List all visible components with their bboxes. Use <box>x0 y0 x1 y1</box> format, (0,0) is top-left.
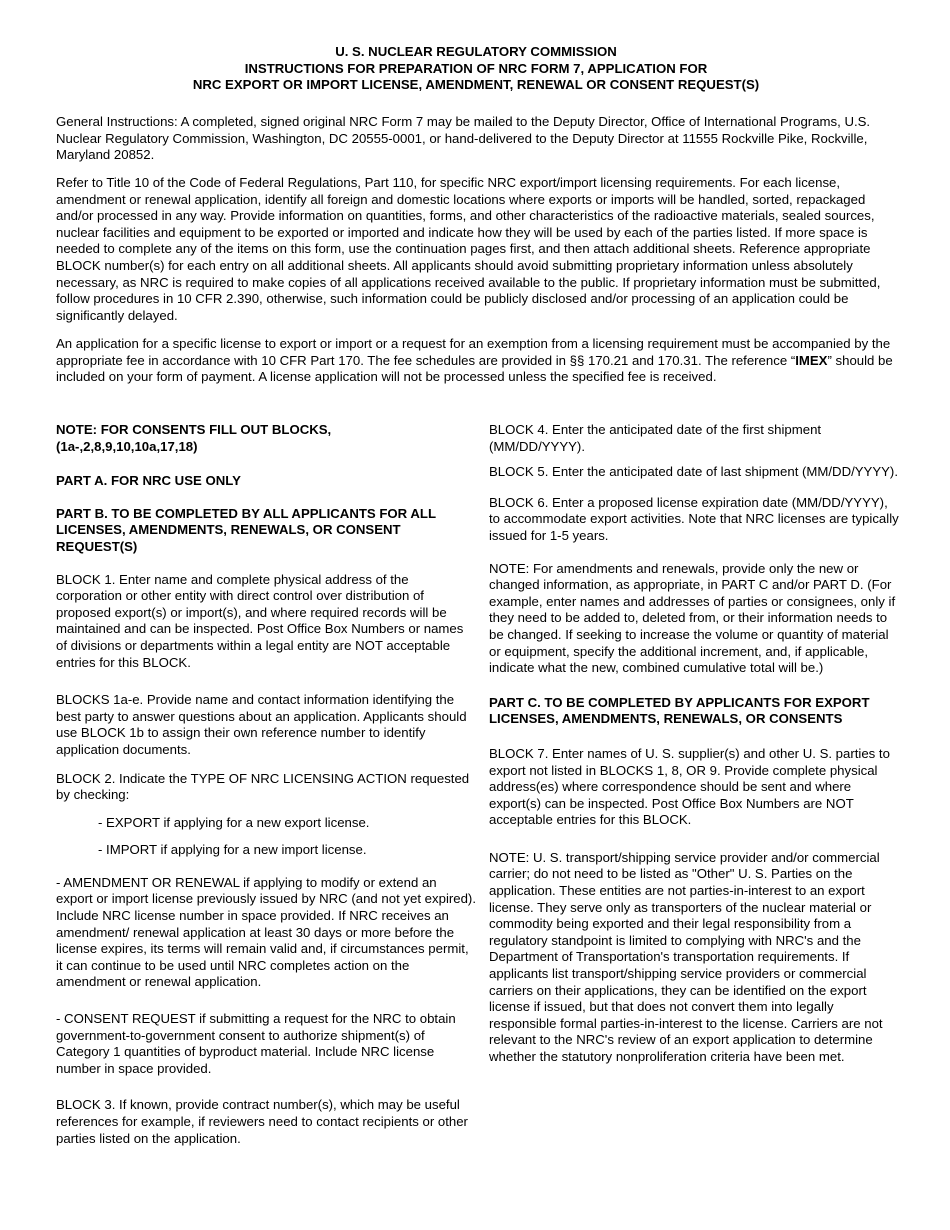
cfr-reference-paragraph: Refer to Title 10 of the Code of Federal Regulations, Part 110, for specific NRC export/import licensing requirements. For each license, amendment or renewal application, identify all foreign and domestic locations where exports or imports will be handled, sorted, repackaged and/or processed in any way. Provide information on quantities, forms, and other characteristics of the radioactive materials, sealed sources, nuclear facilities and equipment to be exported or imported and indicate how they will be used by each of the parties listed. If more space is needed to complete any of the items on this form, use the continuation pages first, and then attach additional sheets. Reference appropriate BLOCK number(s) for each entry on all additional sheets. All applicants should avoid submitting proprietary information unless absolutely necessary, as NRC is required to make copies of all applications received available to the public. If proprietary information must be submitted, follow procedures in 10 CFR 2.390, otherwise, such information could be publicly disclosed and/or processing of an application could be significantly delayed. <box>56 175 881 323</box>
block-4-instructions: BLOCK 4. Enter the anticipated date of the first shipment (MM/DD/YYYY). <box>489 422 822 454</box>
left-column <box>56 422 476 1147</box>
fee-text-start: An application for a specific license to export or import or a request for an exemption from a licensing requirement must be accompanied by the appropriate fee in accordance with 10 CFR Part 170. The fee schedules are provided in §§ 170.21 and 170.31. The reference “ <box>56 336 891 368</box>
amendments-note: NOTE: For amendments and renewals, provide only the new or changed information, as appropriate, in PART C and/or PART D. (For example, enter names and addresses of parties or consignees, only if they need to be added to, deleted from, or their information needs to be changed. If seeking to increase the volume or quantity of material or equipment, specify the additional increment, and, if applicable, indicate what the new, combined cumulative total will be.) <box>489 560 896 676</box>
block-1-instructions: BLOCK 1. Enter name and complete physical address of the corporation or other entity with direct control over distribution of proposed export(s) or import(s), and where required records will be maintained and can be inspected. Post Office Box Numbers or names of divisions or departments within a legal entity are NOT acceptable entries for this BLOCK. <box>56 571 464 670</box>
export-option: - EXPORT if applying for a new export license. <box>98 814 370 830</box>
imex-reference: IMEX <box>795 352 828 368</box>
transport-carrier-note: NOTE: U. S. transport/shipping service provider and/or commercial carrier; do not need to be listed as "Other" U. S. Parties on the application. These entities are not parties-in-interest to an export license. They serve only as transporters of the nuclear material or commodity being exported and their legal responsibility from a regulatory standpoint is limited to complying with NRC's and the Department of Transportation's transportation requirements. If applicants list transport/shipping service providers or commercial carriers on their applications, they can be identified on the export license if issued, but that does not convert them into legally responsible formal parties-in-interest to the license. Carriers are not relevant to the NRC's review of an export application to determine whether the statutory nonproliferation criteria have been met. <box>489 849 883 1064</box>
document-header <box>56 44 896 94</box>
amendment-renewal-option: - AMENDMENT OR RENEWAL if applying to modify or extend an export or import license previously issued by NRC (and not yet expired). Include NRC license number in space provided. If NRC receives an amendment/ renewal application at least 30 days or more before the license expires, its terms will remain valid and, if circumstances permit, it can continue to be used until NRC completes action on the amendment or renewal application. <box>56 874 476 990</box>
fee-paragraph <box>56 336 896 386</box>
consent-request-option: - CONSENT REQUEST if submitting a request for the NRC to obtain government-to-government consent to authorize shipment(s) of Category 1 quantities of byproduct material. Include NRC license number in space provided. <box>56 1011 456 1076</box>
import-option: - IMPORT if applying for a new import license. <box>98 842 367 858</box>
part-a-heading: PART A. FOR NRC USE ONLY <box>56 473 241 489</box>
block-2-instructions: BLOCK 2. Indicate the TYPE OF NRC LICENSING ACTION requested by checking: <box>56 770 470 803</box>
form-title: INSTRUCTIONS FOR PREPARATION OF NRC FORM 7, APPLICATION FOR <box>244 60 708 76</box>
part-c-heading: PART C. TO BE COMPLETED BY APPLICANTS FOR EXPORT LICENSES, AMENDMENTS, RENEWALS, OR CONSENTS <box>489 694 870 727</box>
consents-note: NOTE: FOR CONSENTS FILL OUT BLOCKS, (1a-,2,8,9,10,10a,17,18) <box>56 422 332 454</box>
agency-title: U. S. NUCLEAR REGULATORY COMMISSION <box>335 44 617 59</box>
fee-text-end: ” should be included on your form of payment. A license application will not be processed unless the specified fee is received. <box>56 352 893 385</box>
blocks-1a-e-instructions: BLOCKS 1a-e. Provide name and contact information identifying the best party to answer questions about an application. Applicants should use BLOCK 1b to assign their own reference number to identify application documents. <box>56 692 467 757</box>
right-column <box>489 422 899 1066</box>
part-b-heading: PART B. TO BE COMPLETED BY ALL APPLICANTS FOR ALL LICENSES, AMENDMENTS, RENEWALS, OR CONSENT REQUEST(S) <box>56 505 436 554</box>
block-3-instructions: BLOCK 3. If known, provide contract number(s), which may be useful references for example, if reviewers need to contact recipients or other parties listed on the application. <box>56 1097 468 1146</box>
general-instructions: General Instructions: A completed, signed original NRC Form 7 may be mailed to the Deputy Director, Office of International Programs, U.S. Nuclear Regulatory Commission, Washington, DC 20555-0001, or hand-delivered to the Deputy Director at 11555 Rockville Pike, Rockville, Maryland 20852. <box>56 114 871 163</box>
block-7-instructions: BLOCK 7. Enter names of U. S. supplier(s) and other U. S. parties to export not listed in BLOCKS 1, 8, OR 9. Provide complete physical address(es) where correspondence should be sent and where export(s) can be inspected. Post Office Box Numbers are NOT acceptable entries for this BLOCK. <box>489 745 890 828</box>
block-6-instructions: BLOCK 6. Enter a proposed license expiration date (MM/DD/YYYY), to accommodate export activities. Note that NRC licenses are typically issued for 1-5 years. <box>489 494 899 543</box>
form-subtitle: NRC EXPORT OR IMPORT LICENSE, AMENDMENT, RENEWAL OR CONSENT REQUEST(S) <box>192 77 760 93</box>
block-5-instructions: BLOCK 5. Enter the anticipated date of last shipment (MM/DD/YYYY). <box>489 464 898 480</box>
